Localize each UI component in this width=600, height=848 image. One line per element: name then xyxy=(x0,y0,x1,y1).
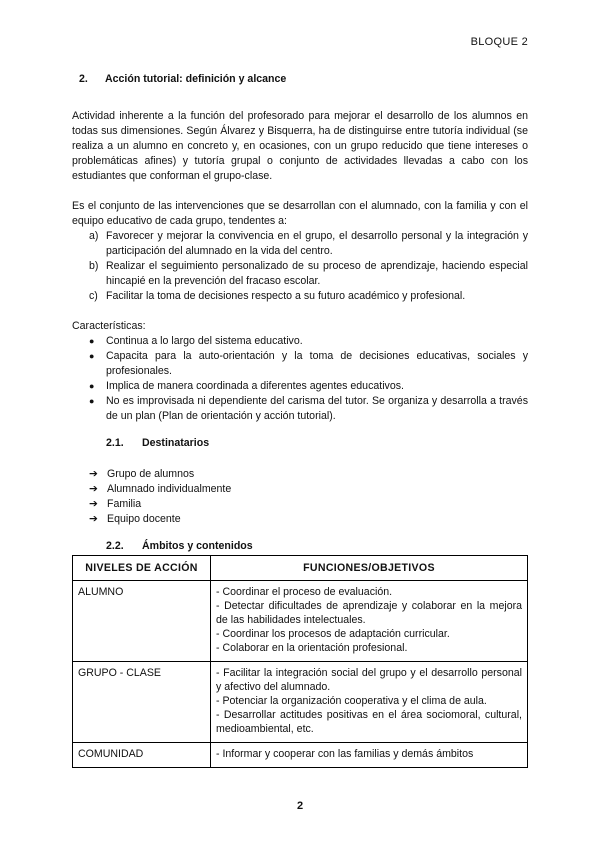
function-line: - Desarrollar actitudes positivas en el área sociomoral, cultural, medioambiental, etc. xyxy=(216,709,522,735)
function-line: - Informar y cooperar con las familias y demás ámbitos xyxy=(216,748,474,760)
list-item-text: Favorecer y mejorar la convivencia en el grupo, el desarrollo personal y la integración y participación del alumnado en la vida del centro. xyxy=(106,230,528,257)
function-line: - Colaborar en la orientación profesional. xyxy=(216,642,408,654)
list-item xyxy=(72,497,528,512)
function-line: - Coordinar los procesos de adaptación curricular. xyxy=(216,628,450,640)
bullet-icon: ● xyxy=(89,381,95,391)
list-marker: a) xyxy=(89,230,99,242)
list-marker: c) xyxy=(89,290,98,302)
section-title: Acción tutorial: definición y alcance xyxy=(105,73,287,85)
list-item xyxy=(72,512,528,527)
paragraph-1: Actividad inherente a la función del profesorado para mejorar el desarrollo de los alumnos en todas sus dimensiones. Según Álvarez y Bisquerra, ha de distinguirse entre tutoría individual (se realiza a un alumno en concreto y, en ocasiones, con un grupo reducido que tiene intereses o problemáticas afines) y tutoría grupal o conjunto de actividades llevadas a cabo con los estudiantes que conforman el grupo-clase. xyxy=(72,110,528,182)
list-item-text: Familia xyxy=(107,498,142,510)
arrow-right-icon: ➔ xyxy=(89,468,98,480)
list-item-text: Alumnado individualmente xyxy=(107,483,232,495)
characteristics-list xyxy=(72,334,528,424)
list-item-text: Grupo de alumnos xyxy=(107,468,195,480)
level-cell: ALUMNO xyxy=(73,581,211,662)
bullet-icon: ● xyxy=(89,336,95,346)
list-item xyxy=(72,229,528,259)
list-item-text: Continua a lo largo del sistema educativo. xyxy=(106,335,303,347)
list-item-text: Capacita para la auto-orientación y la toma de decisiones educativas, sociales y profesionales. xyxy=(106,350,528,377)
arrow-right-icon: ➔ xyxy=(89,483,98,495)
page-content xyxy=(72,72,528,768)
function-line: - Potenciar la organización cooperativa y el clima de aula. xyxy=(216,695,487,707)
table-row xyxy=(73,743,528,768)
recipients-list xyxy=(72,467,528,527)
functions-cell xyxy=(211,662,528,743)
arrow-right-icon: ➔ xyxy=(89,513,98,525)
subsection-heading-scopes xyxy=(72,539,528,554)
section-heading xyxy=(72,72,528,87)
functions-cell xyxy=(211,743,528,768)
table-header: NIVELES DE ACCIÓN xyxy=(73,556,211,581)
list-item xyxy=(72,379,528,394)
list-item-text: Equipo docente xyxy=(107,513,181,525)
table-header-row xyxy=(73,556,528,581)
list-item xyxy=(72,467,528,482)
function-line: - Facilitar la integración social del grupo y el desarrollo personal y afectivo del alumnado. xyxy=(216,667,522,693)
table-row xyxy=(73,662,528,743)
subsection-heading-recipients xyxy=(72,436,528,451)
subsection-number: 2.2. xyxy=(106,540,124,552)
list-item xyxy=(72,349,528,379)
list-item-text: Facilitar la toma de decisiones respecto a su futuro académico y profesional. xyxy=(106,290,466,302)
list-item-text: Implica de manera coordinada a diferentes agentes educativos. xyxy=(106,380,404,392)
bullet-icon: ● xyxy=(89,351,95,361)
subsection-number: 2.1. xyxy=(106,437,124,449)
table-header: FUNCIONES/OBJETIVOS xyxy=(211,556,528,581)
list-item xyxy=(72,289,528,304)
list-item xyxy=(72,259,528,289)
objectives-list xyxy=(72,229,528,304)
section-number: 2. xyxy=(79,73,88,85)
block-header: BLOQUE 2 xyxy=(470,36,528,48)
level-cell: GRUPO - CLASE xyxy=(73,662,211,743)
list-marker: b) xyxy=(89,260,99,272)
list-item xyxy=(72,394,528,424)
subsection-title: Destinatarios xyxy=(142,437,210,449)
function-line: - Detectar dificultades de aprendizaje y colaborar en la mejora de las habilidades intelectuales. xyxy=(216,600,522,626)
scopes-table xyxy=(72,555,528,768)
level-cell: COMUNIDAD xyxy=(73,743,211,768)
list-item xyxy=(72,482,528,497)
list-item xyxy=(72,334,528,349)
function-line: - Coordinar el proceso de evaluación. xyxy=(216,586,393,598)
paragraph-2: Es el conjunto de las intervenciones que se desarrollan con el alumnado, con la familia y con el equipo educativo de cada grupo, tendentes a: xyxy=(72,200,528,227)
list-item-text: No es improvisada ni dependiente del carisma del tutor. Se organiza y desarrolla a través de un plan (Plan de orientación y acción tutorial). xyxy=(106,395,528,422)
table-row xyxy=(73,581,528,662)
functions-cell xyxy=(211,581,528,662)
arrow-right-icon: ➔ xyxy=(89,498,98,510)
page-number: 2 xyxy=(296,800,304,812)
subsection-title: Ámbitos y contenidos xyxy=(142,540,253,552)
bullet-icon: ● xyxy=(89,396,95,406)
list-item-text: Realizar el seguimiento personalizado de su proceso de aprendizaje, haciendo especial hincapié en la prevención del fracaso escolar. xyxy=(106,260,528,287)
characteristics-label: Características: xyxy=(72,320,146,332)
